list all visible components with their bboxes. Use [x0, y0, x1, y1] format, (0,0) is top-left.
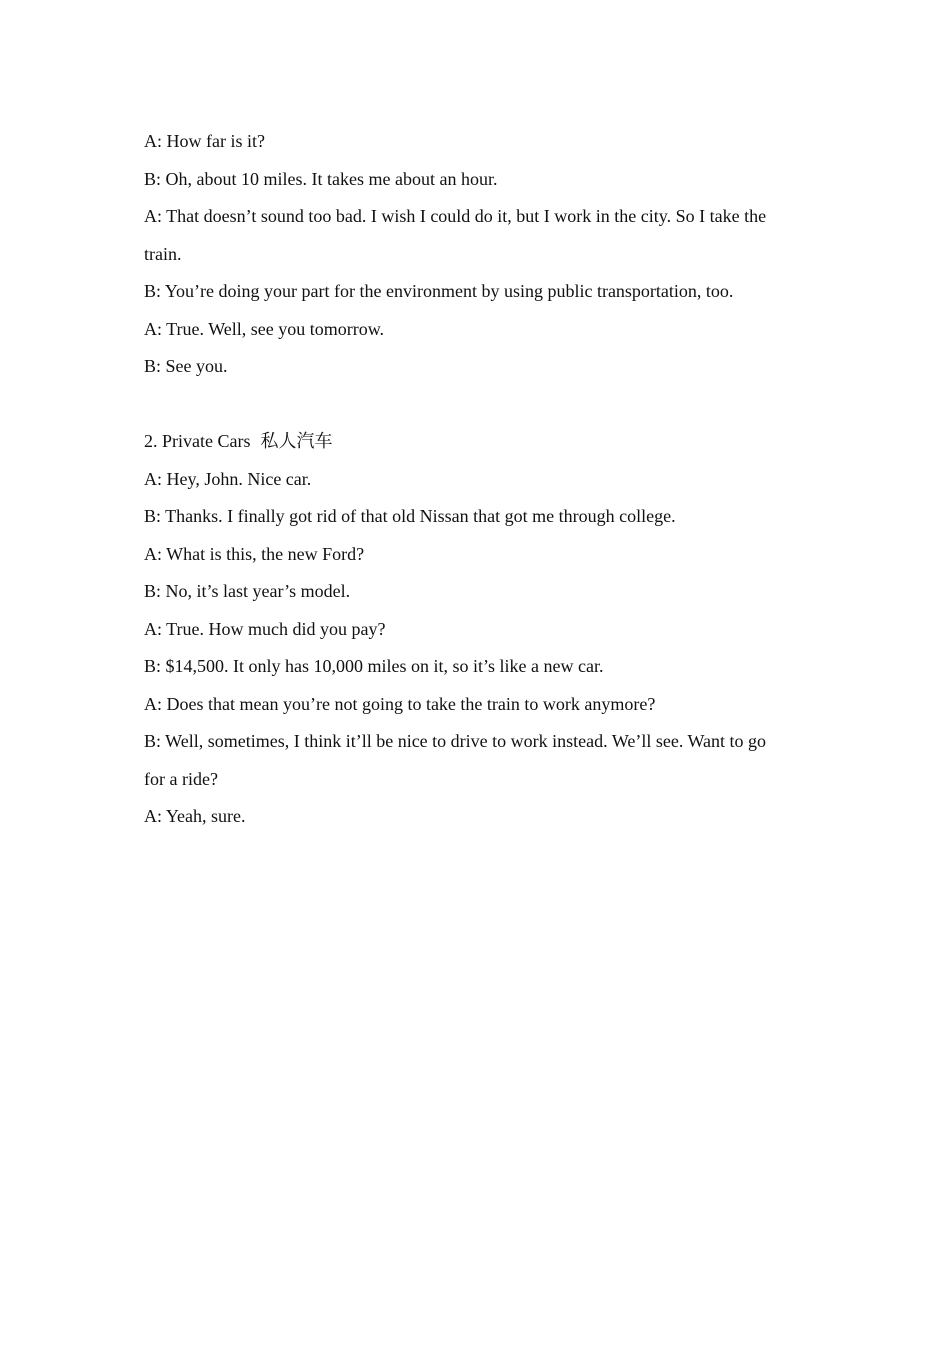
dialogue-line: A: How far is it? — [144, 131, 265, 151]
dialogue-line: train. — [144, 243, 182, 264]
dialogue-line: for a ride? — [144, 768, 218, 789]
dialogue-line: A: That doesn’t sound too bad. I wish I could do it, but I work in the city. So I take the — [144, 206, 767, 226]
section-heading — [144, 423, 824, 461]
dialogue-line: B: You’re doing your part for the environment by using public transportation, too. — [144, 281, 734, 301]
dialogue-line: A: What is this, the new Ford? — [144, 543, 365, 564]
dialogue-line: B: Well, sometimes, I think it’ll be nice to drive to work instead. We’ll see. Want to go — [144, 731, 767, 751]
dialogue-line: A: Hey, John. Nice car. — [144, 468, 312, 489]
document-body — [144, 123, 824, 836]
dialogue-line: B: Oh, about 10 miles. It takes me about an hour. — [144, 168, 498, 189]
dialogue-line: A: Does that mean you’re not going to take the train to work anymore? — [144, 693, 656, 714]
dialogue-section-1 — [144, 123, 824, 386]
section-heading-english: 2. Private Cars — [144, 431, 251, 451]
dialogue-line: B: No, it’s last year’s model. — [144, 581, 351, 601]
section-heading-chinese: 私人汽车 — [260, 431, 333, 451]
dialogue-line: B: Thanks. I finally got rid of that old Nissan that got me through college. — [144, 506, 676, 526]
dialogue-section-2 — [144, 423, 824, 836]
dialogue-line: A: True. How much did you pay? — [144, 618, 386, 639]
dialogue-line: B: See you. — [144, 356, 228, 376]
dialogue-line: B: $14,500. It only has 10,000 miles on it, so it’s like a new car. — [144, 656, 604, 676]
dialogue-line: A: True. Well, see you tomorrow. — [144, 318, 385, 339]
paragraph-spacer — [144, 386, 824, 424]
dialogue-line: A: Yeah, sure. — [144, 806, 246, 826]
